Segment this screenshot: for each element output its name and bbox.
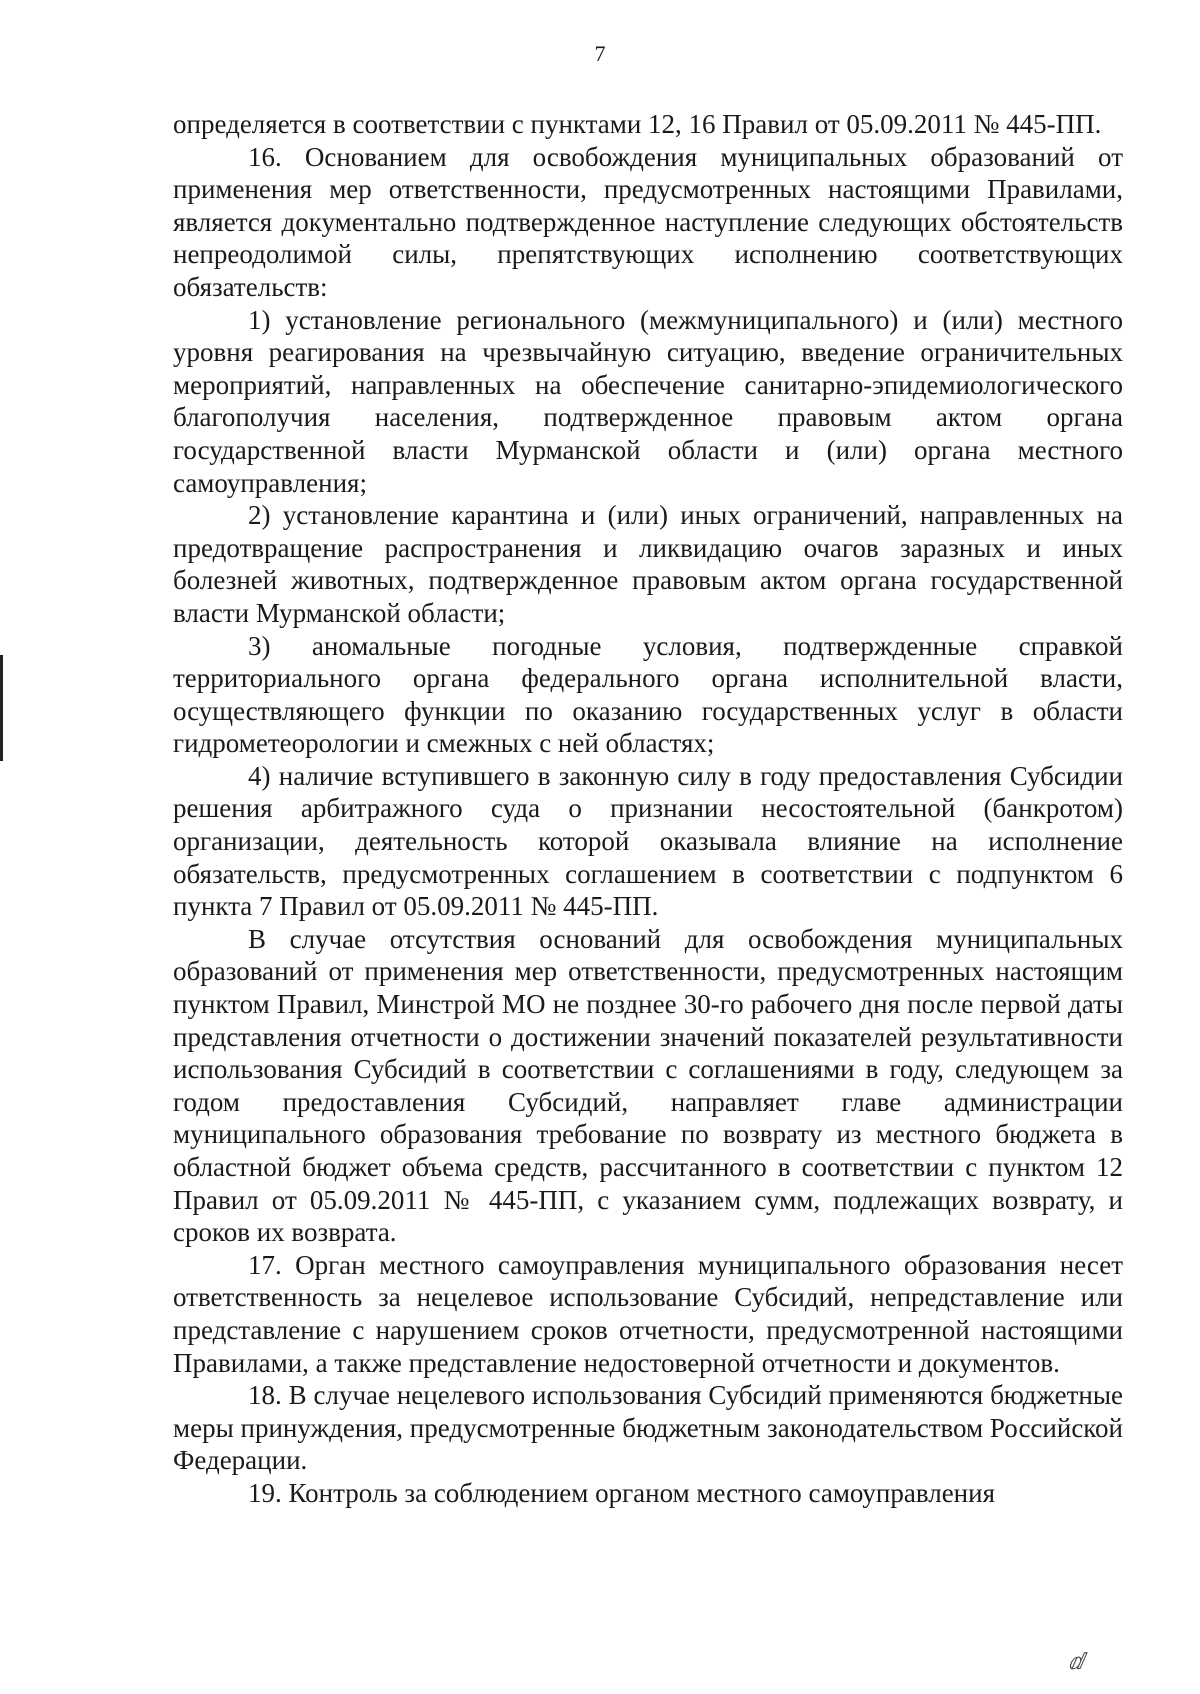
paragraph-item-17: 17. Орган местного самоуправления муниципального образования несет ответственность за нецелевое использование Субсидий, непредставление или представление с нарушением сроков отчетности, предусмотренной настоящими Правилами, а также представление недостоверной отчетности и документов. (173, 1249, 1123, 1378)
paragraph-item-19: 19. Контроль за соблюдением органом местного самоуправления (248, 1477, 995, 1508)
paragraph-subitem-1: 1) установление регионального (межмуниципального) и (или) местного уровня реагирования на чрезвычайную ситуацию, введение ограничительных мероприятий, направленных на обеспечение санитарно-эпидемиологического благополучия населения, подтвержденное правовым актом органа государственной власти Мурманской области и (или) органа местного самоуправления; (173, 304, 1123, 498)
paragraph-subitem-4: 4) наличие вступившего в законную силу в году предоставления Субсидии решения арбитражного суда о признании несостоятельной (банкротом) организации, деятельность которой оказывала влияние на исполнение обязательств, предусмотренных соглашением в соответствии с подпунктом 6 пункта 7 Правил от 05.09.2011 № 445-ПП. (173, 760, 1123, 922)
paragraph-no-grounds: В случае отсутствия оснований для освобождения муниципальных образований от применения мер ответственности, предусмотренных настоящим пунктом Правил, Минстрой МО не позднее 30-го рабочего дня после первой даты представления отчетности о достижении значений показателей результативности использования Субсидий в соответствии с соглашениями в году, следующем за годом предоставления Субсидий, направляет главе администрации муниципального образования требование по возврату из местного бюджета в областной бюджет объема средств, рассчитанного в соответствии с пунктом 12 Правил от 05.09.2011 № 445-ПП, с указанием сумм, подлежащих возврату, и сроков их возврата. (173, 923, 1123, 1248)
margin-scan-line (0, 655, 3, 761)
paragraph-subitem-2: 2) установление карантина и (или) иных ограничений, направленных на предотвращение распространения и ликвидацию очагов заразных и иных болезней животных, подтвержденное правовым актом органа государственной власти Мурманской области; (173, 500, 1123, 628)
paragraph-item-18: 18. В случае нецелевого использования Субсидий применяются бюджетные меры принуждения, предусмотренные бюджетным законодательством Российской Федерации. (173, 1380, 1123, 1476)
page-number: 7 (594, 41, 606, 66)
document-body (173, 108, 1123, 1510)
paragraph-subitem-3: 3) аномальные погодные условия, подтвержденные справкой территориального органа федерального органа исполнительной власти, осуществляющего функции по оказанию государственных услуг в области гидрометеорологии и смежных с ней областях; (173, 630, 1123, 759)
paragraph-continuation: определяется в соответствии с пунктами 12, 16 Правил от 05.09.2011 № 445-ПП. (173, 109, 1102, 139)
paragraph-item-16: 16. Основанием для освобождения муниципальных образований от применения мер ответственности, предусмотренных настоящими Правилами, является документально подтвержденное наступление следующих обстоятельств непреодолимой силы, препятствующих исполнению соответствующих обязательств: (173, 141, 1123, 302)
handwritten-corner-mark: ⅆ (1068, 1649, 1084, 1674)
